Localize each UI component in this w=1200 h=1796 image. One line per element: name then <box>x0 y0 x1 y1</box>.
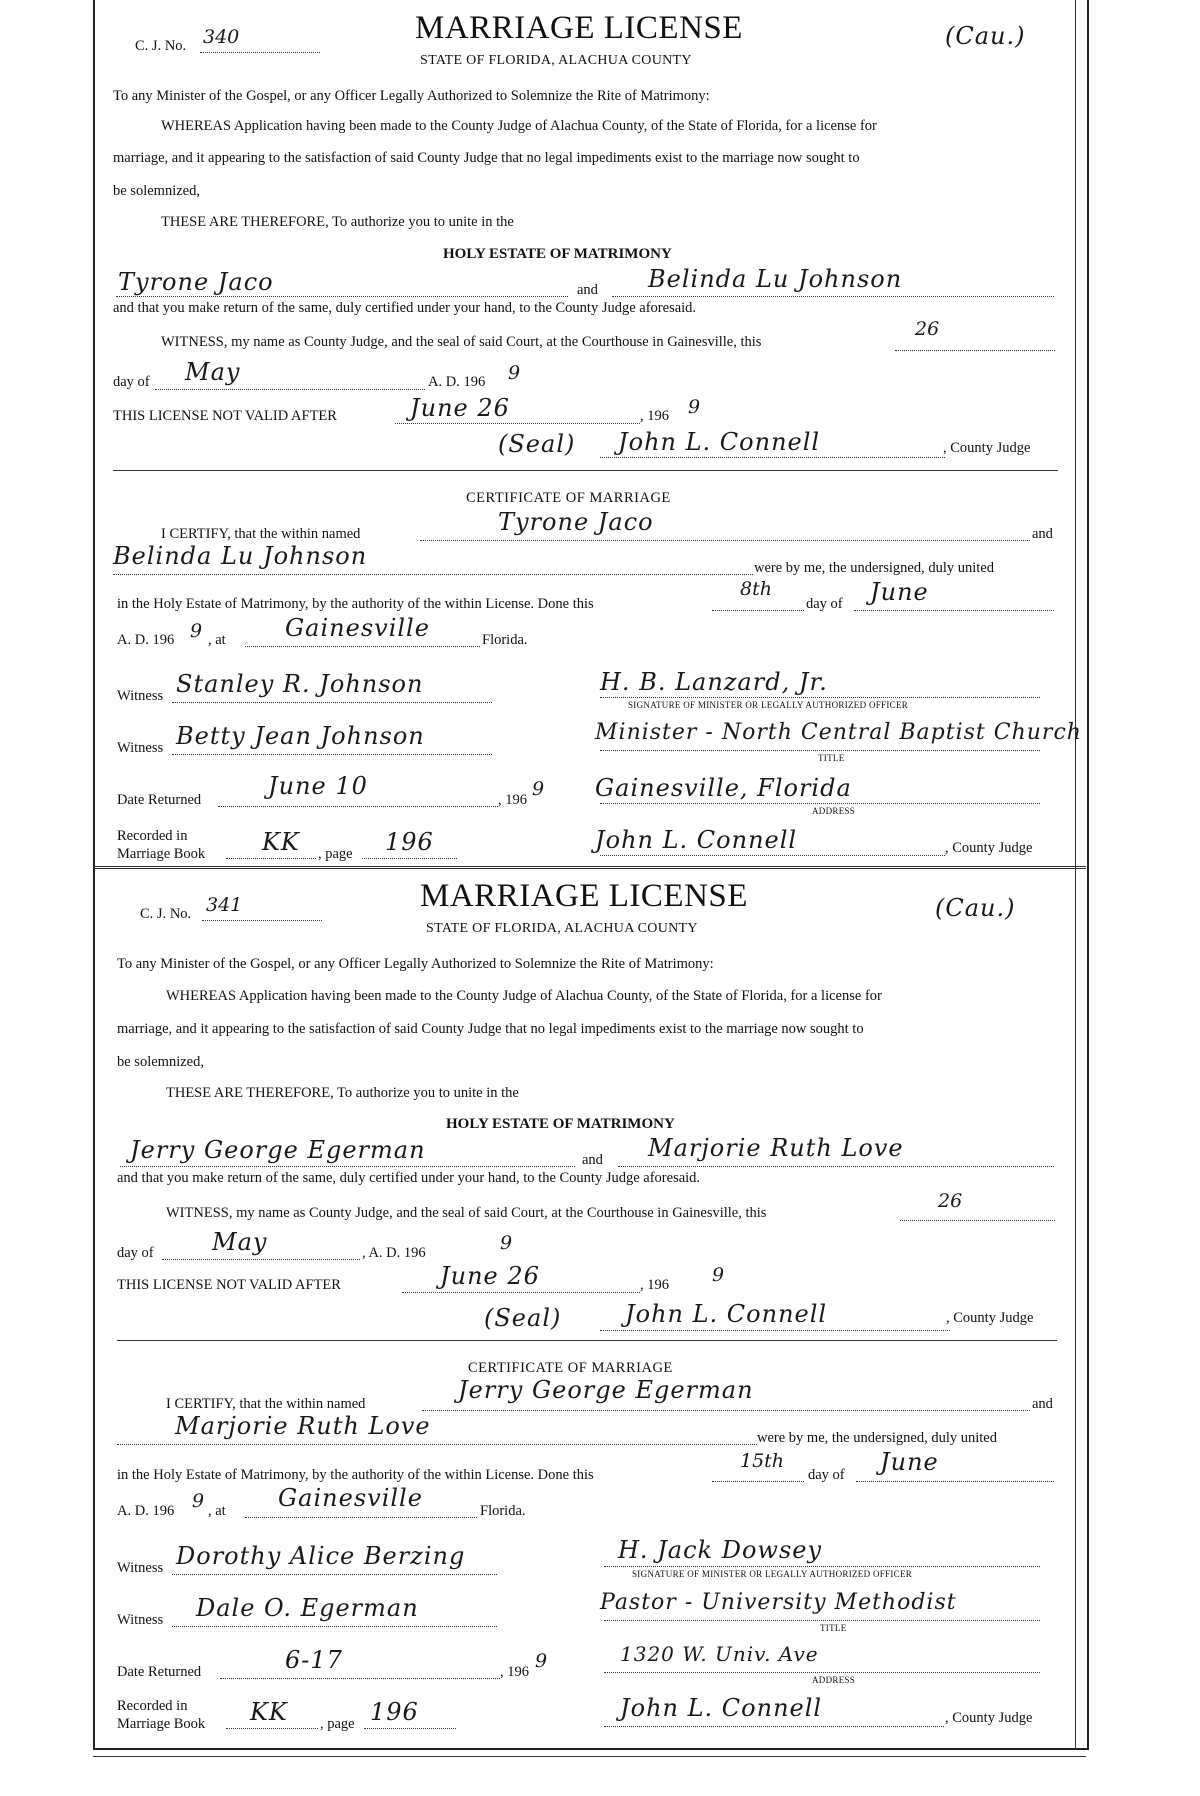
recorded-in-label: Recorded in <box>117 1698 188 1714</box>
section-divider <box>117 1340 1057 1341</box>
marriage-book-label: Marriage Book <box>117 1716 206 1732</box>
return-line: and that you make return of the same, duly certified under your hand, to the County Judge aforesaid. <box>113 300 697 316</box>
year-digit: 9 <box>500 1232 513 1254</box>
not-valid-year: 9 <box>688 396 701 418</box>
and-label: and <box>582 1152 603 1168</box>
bride-name: Marjorie Ruth Love <box>648 1134 904 1162</box>
united-line: were by me, the undersigned, duly united <box>757 1430 997 1446</box>
whereas-line-3: be solemnized, <box>117 1054 204 1070</box>
dotted-line <box>604 1726 944 1727</box>
bride-name: Belinda Lu Johnson <box>648 265 903 293</box>
dotted-line <box>116 296 568 297</box>
return-year: 9 <box>535 1650 548 1672</box>
dotted-line <box>712 610 804 611</box>
license-title: MARRIAGE LICENSE <box>415 10 743 46</box>
comma-196: , 196 <box>498 792 527 808</box>
cert-judge-signature: John L. Connell <box>595 826 798 854</box>
dotted-line <box>245 646 480 647</box>
page-label: , page <box>318 846 353 862</box>
page-label: , page <box>320 1716 355 1732</box>
county-judge-label: , County Judge <box>946 1310 1034 1326</box>
ad-label: A. D. 196 <box>117 632 175 648</box>
holy-estate-heading: HOLY ESTATE OF MATRIMONY <box>443 246 672 262</box>
dotted-line <box>600 457 945 458</box>
return-line: and that you make return of the same, duly certified under your hand, to the County Judge aforesaid. <box>117 1170 701 1186</box>
margin-line <box>1075 0 1076 1748</box>
dotted-line <box>245 1517 477 1518</box>
not-valid-year: 9 <box>712 1264 725 1286</box>
day-number: 26 <box>915 318 940 340</box>
year-digit: 9 <box>192 1490 205 1512</box>
certify-line: I CERTIFY, that the within named <box>166 1396 366 1412</box>
cj-label: C. J. No. <box>140 906 192 922</box>
dotted-line <box>117 1444 757 1445</box>
not-valid-date: June 26 <box>410 394 510 422</box>
holy-line: in the Holy Estate of Matrimony, by the authority of the within License. Done this <box>117 596 594 612</box>
officer-title: Pastor - University Methodist <box>600 1590 957 1615</box>
dotted-line <box>200 52 320 53</box>
dotted-line <box>600 750 1040 751</box>
dotted-line <box>856 1481 1054 1482</box>
handwritten-note: (Cau.) <box>945 22 1026 50</box>
officer-signature: H. Jack Dowsey <box>618 1536 823 1564</box>
not-valid-label: THIS LICENSE NOT VALID AFTER <box>117 1277 341 1293</box>
officer-caption: SIGNATURE OF MINISTER OR LEGALLY AUTHORIZED OFFICER <box>632 1569 913 1579</box>
officer-title: Minister - North Central Baptist Church <box>595 720 1082 745</box>
judge-signature: John L. Connell <box>625 1300 828 1328</box>
done-place: Gainesville <box>278 1484 423 1512</box>
county-judge-label: , County Judge <box>945 840 1033 856</box>
florida-label: Florida. <box>482 632 528 648</box>
dotted-line <box>218 806 498 807</box>
whereas-line-2: marriage, and it appearing to the satisfaction of said County Judge that no legal impediments exist to the marriage now sought to <box>113 150 860 166</box>
cj-number: 340 <box>203 26 240 48</box>
recorded-in-label: Recorded in <box>117 828 188 844</box>
comma-196: , 196 <box>640 408 669 424</box>
cert-groom-name: Tyrone Jaco <box>498 508 654 536</box>
officer-signature: H. B. Lanzard, Jr. <box>600 668 828 696</box>
year-digit: 9 <box>508 362 521 384</box>
bottom-rule <box>93 1756 1086 1757</box>
florida-label: Florida. <box>480 1503 526 1519</box>
book-value: KK <box>250 1698 288 1726</box>
comma-196: , 196 <box>640 1277 669 1293</box>
ad-label: A. D. 196 <box>117 1503 175 1519</box>
cert-judge-signature: John L. Connell <box>620 1694 823 1722</box>
address-line: To any Minister of the Gospel, or any Officer Legally Authorized to Solemnize the Rite of Matrimony: <box>117 956 714 972</box>
date-returned: 6-17 <box>285 1646 343 1674</box>
date-returned-label: Date Returned <box>117 1664 202 1680</box>
witness-1-label: Witness <box>117 688 164 704</box>
cert-bride-name: Marjorie Ruth Love <box>175 1412 431 1440</box>
dotted-line <box>362 858 457 859</box>
document-divider <box>93 866 1086 869</box>
groom-name: Tyrone Jaco <box>118 268 274 296</box>
title-caption: TITLE <box>818 753 845 763</box>
page-value: 196 <box>370 1698 419 1726</box>
seal-mark: (Seal) <box>498 430 576 458</box>
return-year: 9 <box>532 778 545 800</box>
dotted-line <box>220 1678 500 1679</box>
dotted-line <box>854 610 1054 611</box>
dotted-line <box>172 754 492 755</box>
dotted-line <box>422 1410 1030 1411</box>
dotted-line <box>172 702 492 703</box>
ad-label: A. D. 196 <box>428 374 486 390</box>
dotted-line <box>600 855 945 856</box>
and-label: and <box>1032 526 1053 542</box>
dotted-line <box>172 1574 497 1575</box>
done-day: 15th <box>740 1450 785 1472</box>
witness-1-signature: Dorothy Alice Berzing <box>176 1542 466 1570</box>
section-divider <box>113 470 1058 471</box>
marriage-book-label: Marriage Book <box>117 846 206 862</box>
done-month: June <box>880 1448 939 1476</box>
dotted-line <box>202 920 322 921</box>
dotted-line <box>895 350 1055 351</box>
dotted-line <box>604 1566 1040 1567</box>
dotted-line <box>226 1728 318 1729</box>
at-label: , at <box>208 632 226 648</box>
day-of-label: day of <box>113 374 150 390</box>
dotted-line <box>364 1728 456 1729</box>
therefore-line: THESE ARE THEREFORE, To authorize you to unite in the <box>161 214 514 230</box>
dotted-line <box>600 803 1040 804</box>
county-judge-label: , County Judge <box>945 1710 1033 1726</box>
dotted-line <box>618 1166 1054 1167</box>
day-of-label: day of <box>117 1245 154 1261</box>
therefore-line: THESE ARE THEREFORE, To authorize you to unite in the <box>166 1085 519 1101</box>
date-returned-label: Date Returned <box>117 792 202 808</box>
certificate-title: CERTIFICATE OF MARRIAGE <box>466 490 671 506</box>
witness-1-label: Witness <box>117 1560 164 1576</box>
certify-line: I CERTIFY, that the within named <box>161 526 361 542</box>
witness-1-signature: Stanley R. Johnson <box>176 670 424 698</box>
and-label: and <box>577 282 598 298</box>
cj-label: C. J. No. <box>135 38 187 54</box>
witness-2-label: Witness <box>117 1612 164 1628</box>
dotted-line <box>402 1292 640 1293</box>
witness-2-label: Witness <box>117 740 164 756</box>
certificate-title: CERTIFICATE OF MARRIAGE <box>468 1360 673 1376</box>
whereas-line-1: WHEREAS Application having been made to the County Judge of Alachua County, of the State of Florida, for a license for <box>166 988 882 1004</box>
address-caption: ADDRESS <box>812 806 856 816</box>
handwritten-note: (Cau.) <box>935 894 1016 922</box>
dotted-line <box>600 1330 950 1331</box>
dotted-line <box>113 574 753 575</box>
dotted-line <box>226 858 316 859</box>
comma-196: , 196 <box>500 1664 529 1680</box>
dotted-line <box>900 1220 1055 1221</box>
seal-mark: (Seal) <box>484 1304 562 1332</box>
page-value: 196 <box>385 828 434 856</box>
dotted-line <box>604 1620 1040 1621</box>
title-caption: TITLE <box>820 1623 847 1633</box>
day-of-label: day of <box>808 1467 845 1483</box>
officer-address: 1320 W. Univ. Ave <box>620 1642 819 1666</box>
dotted-line <box>604 1672 1040 1673</box>
dotted-line <box>612 296 1054 297</box>
license-title: MARRIAGE LICENSE <box>420 878 748 914</box>
whereas-line-1: WHEREAS Application having been made to the County Judge of Alachua County, of the State of Florida, for a license for <box>161 118 877 134</box>
month: May <box>212 1228 268 1256</box>
day-number: 26 <box>938 1190 963 1212</box>
ad-label: , A. D. 196 <box>362 1245 426 1261</box>
at-label: , at <box>208 1503 226 1519</box>
and-label: and <box>1032 1396 1053 1412</box>
dotted-line <box>120 1166 575 1167</box>
witness-line: WITNESS, my name as County Judge, and the seal of said Court, at the Courthouse in Gainesville, this <box>166 1205 767 1221</box>
whereas-line-3: be solemnized, <box>113 183 200 199</box>
month: May <box>185 358 241 386</box>
done-month: June <box>870 578 929 606</box>
officer-address: Gainesville, Florida <box>595 774 852 802</box>
cj-number: 341 <box>206 894 243 916</box>
holy-line: in the Holy Estate of Matrimony, by the authority of the within License. Done this <box>117 1467 594 1483</box>
judge-signature: John L. Connell <box>618 428 821 456</box>
done-place: Gainesville <box>285 614 430 642</box>
holy-estate-heading: HOLY ESTATE OF MATRIMONY <box>446 1116 675 1132</box>
dotted-line <box>712 1481 804 1482</box>
dotted-line <box>162 1259 360 1260</box>
cert-groom-name: Jerry George Egerman <box>458 1376 754 1404</box>
dotted-line <box>172 1626 497 1627</box>
year-digit: 9 <box>190 620 203 642</box>
done-day: 8th <box>740 578 772 600</box>
dotted-line <box>600 697 1040 698</box>
license-subtitle: STATE OF FLORIDA, ALACHUA COUNTY <box>426 921 698 936</box>
not-valid-date: June 26 <box>440 1262 540 1290</box>
dotted-line <box>420 540 1030 541</box>
witness-2-signature: Betty Jean Johnson <box>176 722 425 750</box>
dotted-line <box>395 423 640 424</box>
county-judge-label: , County Judge <box>943 440 1031 456</box>
dotted-line <box>155 389 425 390</box>
license-subtitle: STATE OF FLORIDA, ALACHUA COUNTY <box>420 53 692 68</box>
date-returned: June 10 <box>268 772 368 800</box>
groom-name: Jerry George Egerman <box>130 1136 426 1164</box>
address-line: To any Minister of the Gospel, or any Officer Legally Authorized to Solemnize the Rite of Matrimony: <box>113 88 710 104</box>
witness-2-signature: Dale O. Egerman <box>196 1594 419 1622</box>
day-of-label: day of <box>806 596 843 612</box>
book-value: KK <box>262 828 300 856</box>
not-valid-label: THIS LICENSE NOT VALID AFTER <box>113 408 337 424</box>
united-line: were by me, the undersigned, duly united <box>754 560 994 576</box>
cert-bride-name: Belinda Lu Johnson <box>113 542 368 570</box>
address-caption: ADDRESS <box>812 1675 856 1685</box>
officer-caption: SIGNATURE OF MINISTER OR LEGALLY AUTHORIZED OFFICER <box>628 700 909 710</box>
whereas-line-2: marriage, and it appearing to the satisfaction of said County Judge that no legal impediments exist to the marriage now sought to <box>117 1021 864 1037</box>
witness-line: WITNESS, my name as County Judge, and the seal of said Court, at the Courthouse in Gainesville, this <box>161 334 762 350</box>
